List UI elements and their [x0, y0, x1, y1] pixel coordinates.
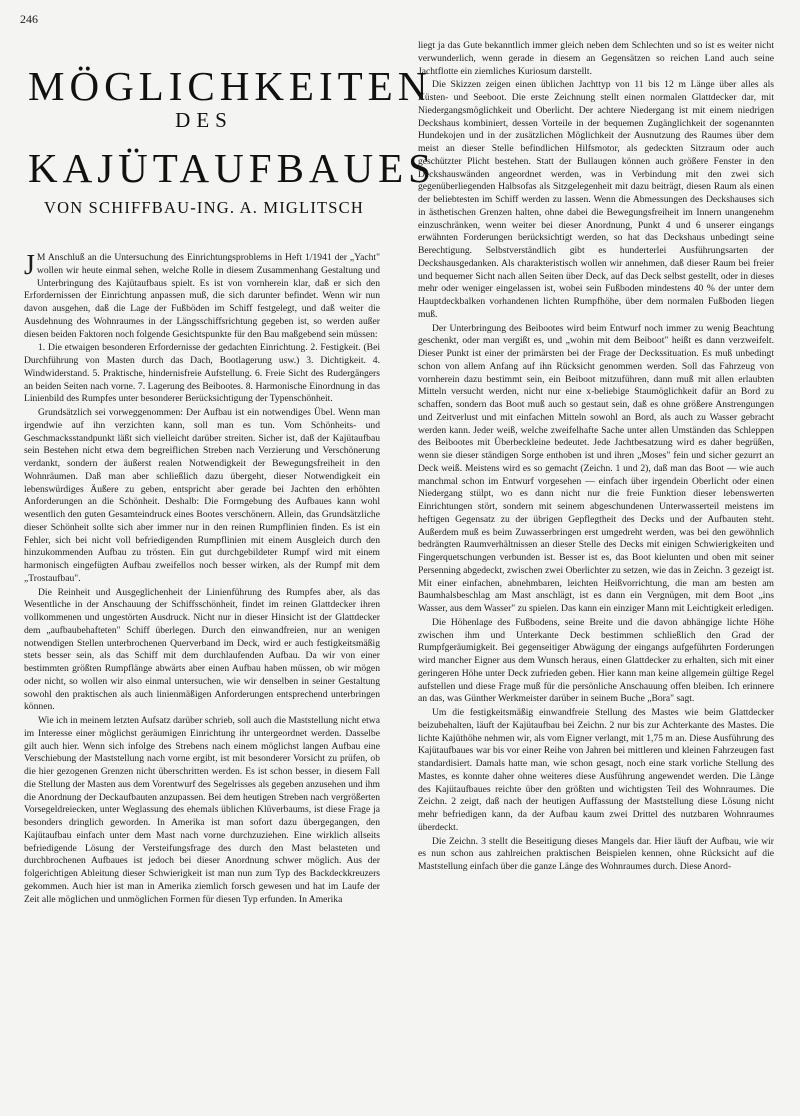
paragraph: liegt ja das Gute bekanntlich immer gleich neben dem Schlechten und so ist es weiter nicht verwunderlich, wenn gerade in diesem an Gegensätzen so reichen Land auch seine Jachtflotte ein ziemliches Kuriosum darstellt.	[418, 40, 774, 77]
paragraph	[24, 252, 380, 341]
paragraph: 1. Die etwaigen besonderen Erfordernisse der gedachten Einrichtung. 2. Festigkeit. (Bei Durchführung von Masten durch das Dach, Bootlagerung usw.) 3. Dichtigkeit. 4. Windwiderstand. 5. Praktische, hindernisfreie Aufstellung. 6. Freie Sicht des Rudergängers an beiden Seiten nach vorne. 7. Lagerung des Beibootes. 8. Harmonische Einordnung in das Linienbild des Rumpfes unter besonderer Berücksichtigung der Typenschönheit.	[24, 342, 380, 405]
paragraph: Wie ich in meinem letzten Aufsatz darüber schrieb, soll auch die Maststellung nicht etwa im Interesse einer möglichst geräumigen Einrichtung ihr untergeordnet werden. Dasselbe gilt auch hier. Wenn sich infolge des Strebens nach einem möglichst langen Aufbau eine Verschiebung der Maststellung nach vorne ergibt, ist mit besonderer Vorsicht zu prüfen, ob die hier gezogenen Grenzen nicht überschritten werden. Es ist schon besser, in diesem Fall die Stellung der Masten aus dem Vorentwurf des Segelrisses als gegeben anzusehen und ihm die Anordnung der Deckaufbauten anzupassen. Bei dem heutigen Streben nach vergrößerten Vorsegeldreiecken, unter Weglassung des ehemals üblichen Klüverbaums, ist diese Frage ja besonders dringlich geworden. In Amerika ist man sofort dazu übergegangen, den Kajütaufbau einfach unter dem Mast nach vorne durchzuziehen. Eine wirklich allseits befriedigende Lösung der Versteifungsfrage des durch den Mast belasteten und durchbrochenen Aufbaues ist jedoch bei dieser Anordnung schwer möglich. Aus der folgerichtigen Ableitung dieser Schwierigkeit ist man nun zum Typ des Backdeckkreuzers gekommen. Auch hier ist man in Amerika ziemlich forsch gewesen und hat im Laufe der Zeit alle möglichen und unmöglichen Formen für diesen Typ erfunden. In Amerika	[24, 715, 380, 905]
author-byline: VON SCHIFFBAU-ING. A. MIGLITSCH	[43, 198, 364, 217]
left-column	[24, 252, 380, 1072]
right-column	[418, 40, 774, 1100]
page-number: 246	[20, 12, 38, 26]
title-line-2: DES	[175, 108, 233, 132]
title-line-3: KAJÜTAUFBAUES	[28, 145, 436, 191]
paragraph: Der Unterbringung des Beibootes wird beim Entwurf noch immer zu wenig Beachtung geschenkt, oder man vergißt es, und „wohin mit dem Beiboot" heißt es dann verzweifelt. Dieser Punkt ist einer der primärsten bei der Frage der Deckssituation. Es muß unbedingt schon von allem Anfang auf ihn Rücksicht genommen werden. Soll das Fahrzeug von vornherein dazu bestimmt sein, ein Beiboot mitzuführen, dann muß mit allen erlaubten Mitteln versucht werden, nicht nur eine x-beliebige Staumöglichkeit dafür an Bord zu schaffen, sondern das Boot muß auch so gestaut sein, daß es ohne größere Anstrengungen und Zeitverlust und mit einfachen Mitteln sowohl an Bord, als auch zu Wasser gebracht werden kann. Jeder weiß, welche zweifelhafte Sache unter allen Umständen das Schleppen des Beibootes mit Überbeckleine bedeutet. Jede Jachtbesatzung wird es daher begrüßen, wenn sie dieser ständigen Sorge enthoben ist und ihren „Moses" fein und sicher gezurrt an Deck weiß. Meistens wird es so gemacht (Zeichn. 1 und 2), daß man das Boot — wie auch manchmal schon im Entwurf vorgesehen — einfach über irgendein Oberlicht oder einen Niedergang stülpt, wo es dann nicht nur die freie Funktion dieser lebenswerten Einrichtungen stört, sondern mit seinem abgeschundenen Unterwasserteil meistens im heftigen Gegensatz zu der übrigen Gepflegtheit des Decks und der Aufbauten steht. Außerdem muß es beim Zuwasserbringen erst umgedreht werden, was bei den gewöhnlich bedrängten Raumverhältnissen an dieser Stelle des Decks mit einigen Schwierigkeiten und Fingerquetschungen verbunden ist. Besser ist es, das Boot kielunten und oben mit seiner Persenning abgedeckt, zwischen zwei Oberlichter zu setzen, wie das in Zeichn. 3 gezeigt ist. Mit einer einfachen, abnehmbaren, leichten Heißvorrichtung, die man am besten am Baumhalsbeschlag am Mast anschlägt, ist es dann ein Vergnügen, mit dem Boot „ins Wasser, aus dem Wasser" zu spielen. Das kann ein einziger Mann mit Leichtigkeit erledigen.	[418, 322, 774, 614]
paragraph: Die Höhenlage des Fußbodens, seine Breite und die davon abhängige lichte Höhe zwischen ihm und Unterkante Deck bestimmen schließlich den Grad der Rumpfgeräumigkeit. Bei gegenseitiger Abwägung der eingangs aufgeführten Forderungen wird mancher Eigner aus dem Wunsch heraus, einen Glattdecker zu erhalten, sich mit einer geringeren Höhe unter Deck zufrieden geben. Hier kann man keine allgemein gültige Regel aufstellen und diese Frage muß für die persönliche Anschauung offen bleiben. Ich erinnere an das, was Günther Werkmeister darüber in seinem Buche „Bora" sagt.	[418, 616, 774, 705]
paragraph: Um die festigkeitsmäßig einwandfreie Stellung des Mastes wie beim Glattdecker beizubehalten, läuft der Kajütaufbau bei Zeichn. 2 nur bis zur Achterkante des Mastes. Die lichte Kajüthöhe nehmen wir, als vom Eigner verlangt, mit 1,75 m an. Diese Ausführung des Kajütaufbaues war bis vor einer Reihe von Jahren bei mittleren und kleinen Fahrzeugen fast standardisiert. Damals hatte man, wie schon gesagt, noch eine stark vorliche Stellung des Mastes, es konnte daher ohne weiteres diese Ausführung angewendet werden. Die Länge des Kajütaufbaues reichte über den größten und wichtigsten Teil des Wohnraumes. Die Zeichn. 2 zeigt, daß nach der heutigen Auffassung der Maststellung diese Lösung nicht mehr befriedigen kann, da der Aufbau kaum zwei Drittel des nutzbaren Wohnraumes überdeckt.	[418, 707, 774, 833]
paragraph: Grundsätzlich sei vorweggenommen: Der Aufbau ist ein notwendiges Übel. Wenn man irgendwie auf ihn verzichten kann, soll man es tun. Vom Schönheits- und Geschmacksstandpunkt läßt sich vielleicht darüber streiten. Sicher ist, daß der Kajütaufbau sein Bestehen nicht etwa dem begreiflichen Streben nach Verzierung und Verschönerung verdankt, sondern der äußerst realen Notwendigkeit der Bewegungsfreiheit in den Wohnräumen. Daß man aber schließlich dazu übergeht, dieser Notwendigkeit ein lebenswürdiges Äußere zu geben, entspricht aber gerade bei Jachten den erhöhten Anforderungen an die Schönheit. Deshalb: Die Formgebung des Aufbaues kann wohl wesentlich den guten Gesamteindruck eines Bootes verschönern. Allein, das Grundsätzliche dieser Schönheit sollte sich aber immer nur in den reinen Rumpflinien finden. Es ist ein Fehler, sich bei nicht voll befriedigenden Rumpflinien mit einem Ausgleich durch den hinzukommenden Aufbau zu trösten. Ein gut durchgebildeter Rumpf wird mit einem harmonisch eingefügten Aufbau zweifellos noch besser wirken, als der Rumpf mit dem „Trostaufbau".	[24, 407, 380, 584]
paragraph: Die Zeichn. 3 stellt die Beseitigung dieses Mangels dar. Hier läuft der Aufbau, wie wir es nun schon aus zahlreichen praktischen Beispielen kennen, ohne Rücksicht auf die Maststellung einfach über die ganze Länge des Wohnraumes durch. Diese Anord-	[418, 835, 774, 872]
paragraph: Die Skizzen zeigen einen üblichen Jachttyp von 11 bis 12 m Länge über alles als Küsten- und Seeboot. Die erste Zeichnung stellt einen normalen Glattdecker dar, mit Niedergangsmöglichkeit und Oberlicht. Der achtere Niedergang ist mit einem niedrigen Deckshaus kombiniert, dessen Vorteile in der bequemen Zugänglichkeit der sogenannten Hundekojen und in der zusätzlichen Möglichkeit der Ausnutzung des Raumes über dem meist an dieser Stelle befindlichen Hilfsmotor, als gedeckten Sitzraum oder auch geschützter Plicht bestehen. Statt der Bullaugen können auch größere Fenster in den Deckshauswänden angeordnet werden, was in Verbindung mit den zwei sich gegenüberliegenden Halbsofas als Sitzgelegenheit mit dazu beiträgt, diesen Raum als einen der beliebtesten im Schiff werden zu lassen. Wenn die Abmessungen des Deckshauses sich in ästhetischen Grenzen halten, ohne dabei die Bewegungsfreiheit im Innern unangenehm einzuschränken, wenn weiter bei dieser Anordnung, Punkt 4 und 6 unserer eingangs erwähnten Forderungen berücksichtigt werden, so hat das Deckshaus unbedingt seine Berechtigung. Selbstverständlich gibt es hunderterlei Ausführungsarten der Deckshausgedanken. Als charakteristisch wollen wir annehmen, daß dieser Raum bei freier und bequemer Sicht nach allen Seiten über Deck, auf das Deck selbst gestellt, oder in dieses mehr oder weniger eingelassen ist, wobei sein Fußboden mindestens 40 % der unter dem Hauptdeckbalken vorhandenen lichten Rumpfhöhe, über dem normalen Fußboden liegen muß.	[418, 79, 774, 320]
paragraph-text: M Anschluß an die Untersuchung des Einrichtungsproblems in Heft 1/1941 der „Yacht" wollen wir heute einmal sehen, welche Rolle in diesem Zusammenhang Gestaltung und Unterbringung des Kajütaufbaus spielt. Es ist von vornherein klar, daß er sich den Erfordernissen der Einrichtung anpassen muß, die sich darunter befindet. Wenn wir nun davon ausgehen, daß die Lage der Fußböden im Schiff festgelegt, und daß weiter die Ausdehnung des Wohnraumes in der Längsschiffsrichtung gegeben ist, so werden außer diesen beiden Faktoren noch folgende Gesichtspunkte für den Bau maßgebend sein müssen:	[24, 252, 380, 340]
paragraph: Die Reinheit und Ausgeglichenheit der Linienführung des Rumpfes aber, als das Wesentliche in der Anschauung der Schiffsschönheit, findet im reinen Glattdecker ihren vollkommenen und ungestörten Ausdruck. Nicht nur in dieser Hinsicht ist der Glattdecker dem „aufbaubehafteten" Schiff überlegen. Durch den einwandfreien, nur an wenigen notwendigen Stellen unterbrochenen Querverband im Deck, wird er auch festigkeitsmäßig stets besser sein, als das Schiff mit dem durchlaufenden Aufbau. Da wir von einer bestimmten größten Rumpflänge abwärts aber einen Aufbau haben müssen, ob wir mögen oder nicht, so wollen wir also einmal untersuchen, wie wir denselben in seiner Gestaltung sowohl den praktischen als auch linienmäßigen Anforderungen entsprechend unterbringen können.	[24, 586, 380, 713]
title-line-1: MÖGLICHKEITEN	[28, 63, 433, 109]
drop-cap: J	[24, 252, 35, 281]
